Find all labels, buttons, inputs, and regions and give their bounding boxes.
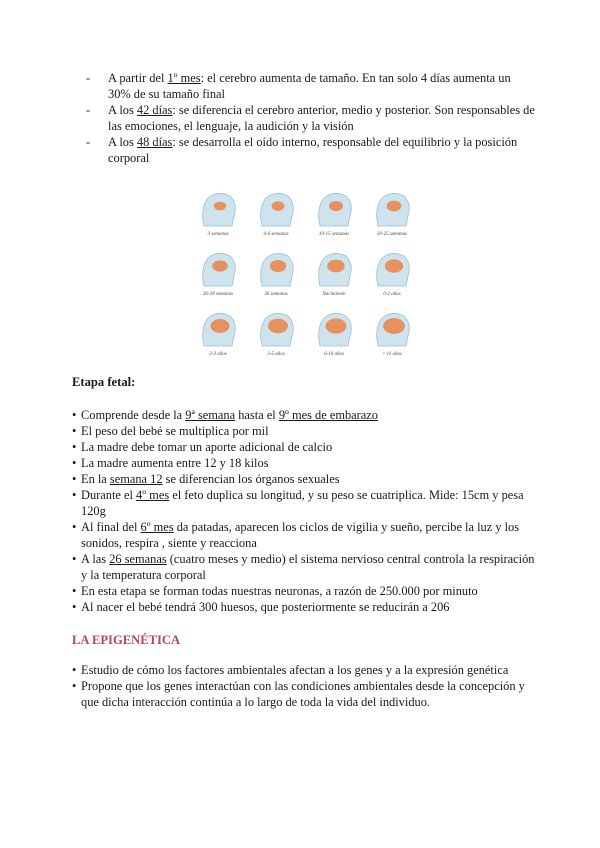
brain-stage-illustration	[194, 246, 242, 302]
bullet-item: • A las 26 semanas (cuatro meses y medio) el sistema nervioso central controla la respiración y la temperatura corporal	[72, 552, 535, 582]
bullet-item: • Comprende desde la 9ª semana hasta el 9º mes de embarazo	[72, 408, 378, 422]
brain-development-list	[86, 70, 536, 166]
bullet-item: • Estudio de cómo los factores ambientales afectan a los genes y a la expresión genética	[72, 663, 509, 677]
list-item: - A partir del 1º mes: el cerebro aumenta de tamaño. En tan solo 4 días aumenta un 30% de su tamaño final	[86, 71, 511, 101]
head-brain-icon	[310, 186, 358, 232]
stage-caption: Nacimiento	[322, 292, 346, 297]
bullet-item: • La madre aumenta entre 12 y 18 kilos	[72, 456, 269, 470]
stage-caption: 10-15 semanas	[318, 232, 350, 237]
bullet-item: • Al nacer el bebé tendrá 300 huesos, que posteriormente se reducirán a 206	[72, 600, 450, 614]
bullet-item: • Al final del 6º mes da patadas, aparecen los ciclos de vigilia y sueño, percibe la luz y los sonidos, respira , siente y reacciona	[72, 520, 520, 550]
stage-caption: 6-10 años	[324, 352, 344, 357]
stage-caption: 36 semanas	[264, 292, 288, 297]
bullet-item: • Durante el 4º mes el feto duplica su longitud, y su peso se cuatriplica. Mide: 15cm y pesa 120g	[72, 488, 524, 518]
head-brain-icon	[368, 306, 416, 352]
head-brain-icon	[252, 186, 300, 232]
brain-stage-illustration	[252, 186, 300, 242]
brain-stage-illustration	[252, 306, 300, 362]
head-brain-icon	[194, 186, 242, 232]
bullet-item: • En la semana 12 se diferencian los órganos sexuales	[72, 472, 340, 486]
stage-caption: 20-25 semanas	[376, 232, 408, 237]
head-brain-icon	[368, 186, 416, 232]
list-item: - A los 48 días: se desarrolla el oído interno, responsable del equilibrio y la posición corporal	[86, 135, 518, 165]
stage-caption: 3-5 años	[267, 352, 285, 357]
stage-caption: 3 semanas	[207, 232, 229, 237]
fetal-bullets	[72, 407, 542, 615]
head-brain-icon	[252, 246, 300, 292]
brain-stage-illustration	[368, 306, 416, 362]
head-brain-icon	[310, 246, 358, 292]
bullet-item: • La madre debe tomar un aporte adicional de calcio	[72, 440, 333, 454]
stage-caption: > 11 años	[382, 352, 402, 357]
stage-caption: 4-6 semanas	[263, 232, 289, 237]
head-brain-icon	[194, 306, 242, 352]
head-brain-icon	[252, 306, 300, 352]
brain-stage-illustration	[368, 186, 416, 242]
stage-caption: 2-3 años	[209, 352, 227, 357]
brain-stage-illustration	[194, 306, 242, 362]
epigenetics-heading: LA EPIGENÉTICA	[72, 633, 181, 647]
brain-stage-illustration	[194, 186, 242, 242]
stage-caption: 26-28 semanas	[202, 292, 234, 297]
bullet-item: • En esta etapa se forman todas nuestras neuronas, a razón de 250.000 por minuto	[72, 584, 478, 598]
brain-stage-illustration	[310, 306, 358, 362]
head-brain-icon	[310, 306, 358, 352]
epigenetics-bullets	[72, 662, 542, 710]
head-brain-icon	[368, 246, 416, 292]
brain-stage-illustration	[310, 186, 358, 242]
brain-stage-illustration	[368, 246, 416, 302]
head-brain-icon	[194, 246, 242, 292]
brain-stage-illustration	[310, 246, 358, 302]
bullet-item: • El peso del bebé se multiplica por mil	[72, 424, 269, 438]
bullet-item: • Propone que los genes interactúan con las condiciones ambientales desde la concepción y que dicha interacción continúa a lo largo de toda la vida del individuo.	[72, 679, 525, 709]
fetal-stage-heading: Etapa fetal:	[72, 375, 136, 389]
brain-stage-illustration	[252, 246, 300, 302]
stage-caption: 0-2 años	[383, 292, 401, 297]
list-item: - A los 42 días: se diferencia el cerebro anterior, medio y posterior. Son responsables de las emociones, el lenguaje, la audición y la visión	[86, 103, 535, 133]
brain-growth-figure	[194, 186, 414, 364]
